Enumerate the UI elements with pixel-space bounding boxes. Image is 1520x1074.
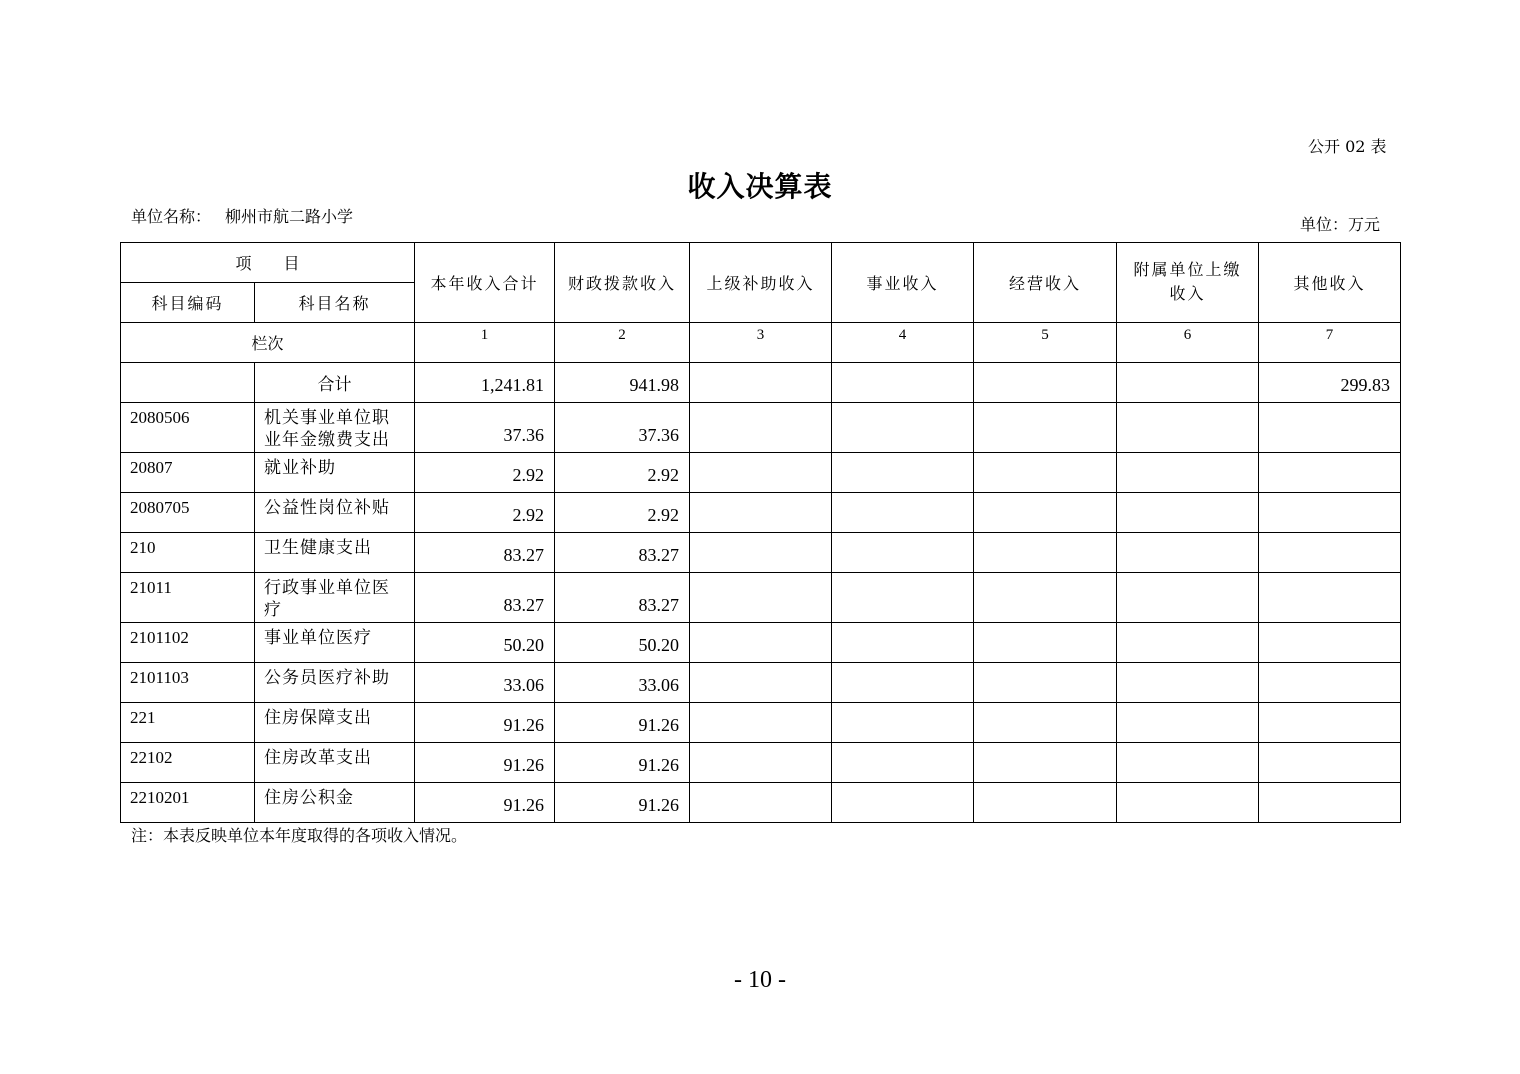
table-row <box>121 403 1401 453</box>
value-cell <box>832 743 974 783</box>
total-value-cell <box>690 363 832 403</box>
column-index: 2 <box>555 323 690 363</box>
column-index-label: 栏次 <box>121 323 415 363</box>
column-index: 7 <box>1259 323 1401 363</box>
value-cell: 33.06 <box>415 663 555 703</box>
value-cell <box>1259 663 1401 703</box>
value-cell <box>690 403 832 453</box>
value-cell <box>1117 403 1259 453</box>
income-table <box>120 242 1401 823</box>
value-cell <box>1117 573 1259 623</box>
column-header: 经营收入 <box>974 243 1117 323</box>
value-cell <box>1259 533 1401 573</box>
value-cell <box>1259 453 1401 493</box>
subject-name-cell: 公益性岗位补贴 <box>255 493 415 533</box>
name-header: 科目名称 <box>255 283 415 323</box>
subject-name-cell: 卫生健康支出 <box>255 533 415 573</box>
value-cell <box>1117 663 1259 703</box>
table-row <box>121 623 1401 663</box>
value-cell: 2.92 <box>555 453 690 493</box>
value-cell: 37.36 <box>415 403 555 453</box>
unit-name-label: 单位名称： <box>131 207 212 226</box>
value-cell: 37.36 <box>555 403 690 453</box>
subject-code-cell: 221 <box>121 703 255 743</box>
column-index: 6 <box>1117 323 1259 363</box>
value-cell <box>974 453 1117 493</box>
page-number: - 10 - <box>734 967 786 993</box>
subject-code-cell: 2210201 <box>121 783 255 823</box>
page-title: 收入决算表 <box>687 170 833 203</box>
header-row <box>121 243 1401 283</box>
value-cell: 83.27 <box>415 533 555 573</box>
value-cell: 91.26 <box>555 703 690 743</box>
value-cell: 83.27 <box>555 533 690 573</box>
code-header: 科目编码 <box>121 283 255 323</box>
value-cell <box>690 533 832 573</box>
value-cell: 91.26 <box>555 783 690 823</box>
value-cell <box>690 743 832 783</box>
total-row <box>121 363 1401 403</box>
value-cell: 83.27 <box>555 573 690 623</box>
value-cell <box>1259 783 1401 823</box>
value-cell <box>690 623 832 663</box>
value-cell <box>1117 743 1259 783</box>
value-cell <box>974 783 1117 823</box>
column-header: 其他收入 <box>1259 243 1401 323</box>
value-cell <box>1117 783 1259 823</box>
value-cell <box>974 663 1117 703</box>
value-cell <box>974 573 1117 623</box>
value-cell <box>974 743 1117 783</box>
value-cell <box>832 403 974 453</box>
column-header: 附属单位上缴收入 <box>1117 243 1259 323</box>
unit-name-row <box>131 204 353 227</box>
subject-name-cell: 机关事业单位职业年金缴费支出 <box>255 403 415 453</box>
subject-code-cell: 2101103 <box>121 663 255 703</box>
total-code-cell <box>121 363 255 403</box>
value-cell: 91.26 <box>555 743 690 783</box>
subject-name-cell: 住房改革支出 <box>255 743 415 783</box>
value-cell: 91.26 <box>415 783 555 823</box>
table-row <box>121 573 1401 623</box>
value-cell <box>690 703 832 743</box>
total-value-cell: 299.83 <box>1259 363 1401 403</box>
value-cell: 2.92 <box>415 493 555 533</box>
value-cell <box>832 493 974 533</box>
value-cell: 2.92 <box>415 453 555 493</box>
total-label: 合计 <box>255 363 415 403</box>
subject-name-cell: 就业补助 <box>255 453 415 493</box>
value-cell <box>690 663 832 703</box>
value-cell <box>1117 623 1259 663</box>
column-header: 本年收入合计 <box>415 243 555 323</box>
table-row <box>121 783 1401 823</box>
subject-name-cell: 行政事业单位医疗 <box>255 573 415 623</box>
subject-name-cell: 住房保障支出 <box>255 703 415 743</box>
unit-name-value: 柳州市航二路小学 <box>225 207 354 226</box>
total-value-cell: 941.98 <box>555 363 690 403</box>
value-cell <box>974 493 1117 533</box>
value-cell <box>974 403 1117 453</box>
table-row <box>121 533 1401 573</box>
column-header: 财政拨款收入 <box>555 243 690 323</box>
value-cell <box>1117 703 1259 743</box>
value-cell <box>1259 493 1401 533</box>
value-cell <box>1259 703 1401 743</box>
value-cell <box>1259 743 1401 783</box>
item-header: 项 目 <box>121 243 415 283</box>
value-cell <box>1117 453 1259 493</box>
value-cell: 91.26 <box>415 703 555 743</box>
value-cell <box>832 703 974 743</box>
subject-code-cell: 21011 <box>121 573 255 623</box>
value-cell <box>832 573 974 623</box>
value-cell: 50.20 <box>555 623 690 663</box>
subject-code-cell: 22102 <box>121 743 255 783</box>
value-cell <box>832 623 974 663</box>
subject-name-cell: 公务员医疗补助 <box>255 663 415 703</box>
subject-code-cell: 2080506 <box>121 403 255 453</box>
value-cell <box>974 703 1117 743</box>
unit-of-measure: 单位：万元 <box>1300 215 1381 234</box>
value-cell <box>1259 573 1401 623</box>
value-cell <box>1259 623 1401 663</box>
total-value-cell: 1,241.81 <box>415 363 555 403</box>
column-index: 3 <box>690 323 832 363</box>
value-cell: 33.06 <box>555 663 690 703</box>
value-cell <box>974 623 1117 663</box>
table-row <box>121 493 1401 533</box>
value-cell <box>832 453 974 493</box>
table-row <box>121 453 1401 493</box>
total-value-cell <box>974 363 1117 403</box>
subject-code-cell: 210 <box>121 533 255 573</box>
subject-code-cell: 20807 <box>121 453 255 493</box>
value-cell <box>832 663 974 703</box>
value-cell <box>1259 403 1401 453</box>
value-cell <box>1117 493 1259 533</box>
column-index-row <box>121 323 1401 363</box>
column-index: 4 <box>832 323 974 363</box>
value-cell: 83.27 <box>415 573 555 623</box>
value-cell: 2.92 <box>555 493 690 533</box>
total-value-cell <box>832 363 974 403</box>
value-cell <box>690 573 832 623</box>
column-index: 1 <box>415 323 555 363</box>
value-cell: 91.26 <box>415 743 555 783</box>
table-row <box>121 703 1401 743</box>
column-header: 上级补助收入 <box>690 243 832 323</box>
value-cell <box>690 453 832 493</box>
total-value-cell <box>1117 363 1259 403</box>
value-cell <box>832 783 974 823</box>
value-cell <box>1117 533 1259 573</box>
form-number: 公开 02 表 <box>1308 137 1387 156</box>
footnote: 注：本表反映单位本年度取得的各项收入情况。 <box>131 826 468 845</box>
column-index: 5 <box>974 323 1117 363</box>
value-cell <box>832 533 974 573</box>
subject-code-cell: 2101102 <box>121 623 255 663</box>
subject-name-cell: 住房公积金 <box>255 783 415 823</box>
column-header: 事业收入 <box>832 243 974 323</box>
value-cell: 50.20 <box>415 623 555 663</box>
value-cell <box>974 533 1117 573</box>
value-cell <box>690 493 832 533</box>
subject-name-cell: 事业单位医疗 <box>255 623 415 663</box>
subject-code-cell: 2080705 <box>121 493 255 533</box>
table-row <box>121 743 1401 783</box>
table-row <box>121 663 1401 703</box>
value-cell <box>690 783 832 823</box>
